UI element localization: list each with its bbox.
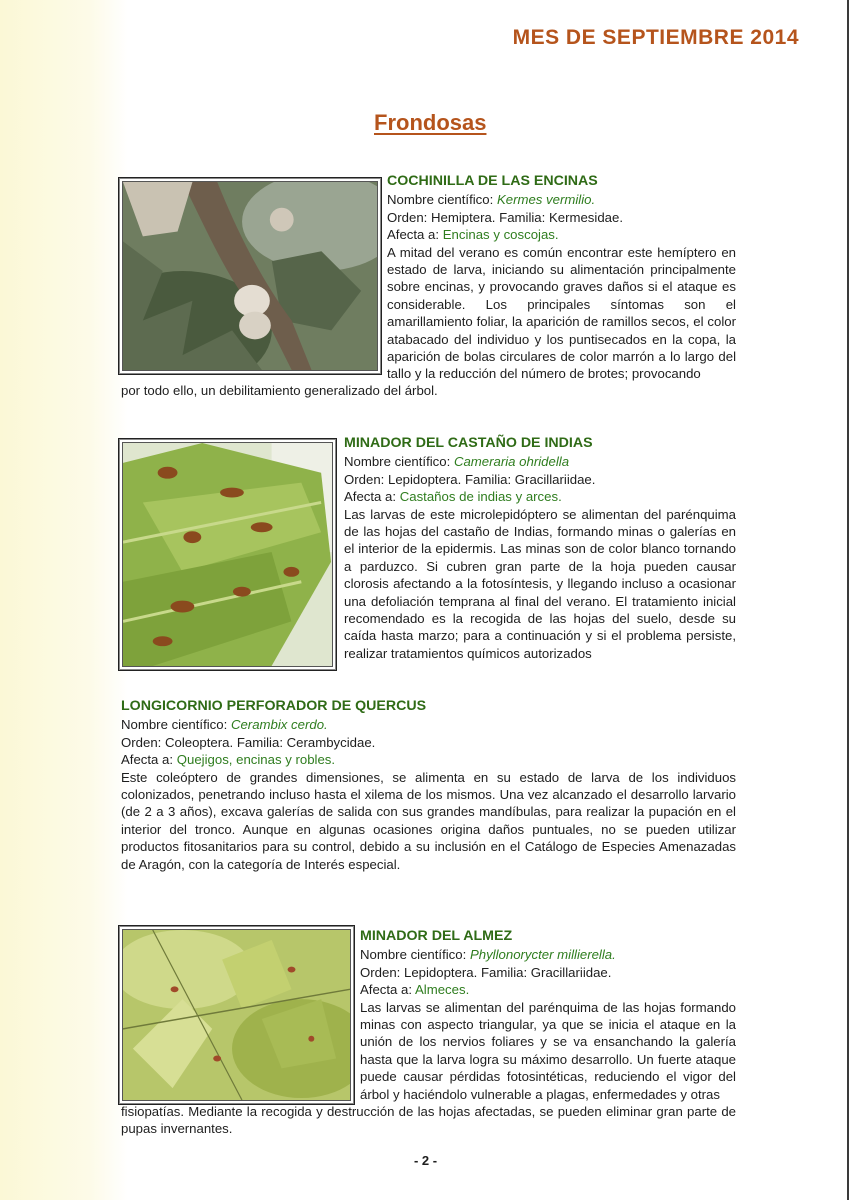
scientific-label: Nombre científico: <box>360 947 467 963</box>
scientific-name-line <box>360 946 736 963</box>
article-title: MINADOR DEL CASTAÑO DE INDIAS <box>344 435 593 451</box>
article-title: COCHINILLA DE LAS ENCINAS <box>387 173 598 189</box>
affects-value: Quejigos, encinas y robles. <box>176 752 336 768</box>
article-castano <box>344 435 736 662</box>
scientific-name: Cerambix cerdo. <box>230 717 328 733</box>
scientific-label: Nombre científico: <box>121 717 228 733</box>
scientific-label: Nombre científico: <box>387 192 494 208</box>
order-line: Orden: Coleoptera. Familia: Cerambycidae. <box>121 734 376 750</box>
header-title: MES DE SEPTIEMBRE 2014 <box>512 26 799 49</box>
scientific-name: Phyllonorycter millierella. <box>469 947 616 963</box>
article-body: A mitad del verano es común encontrar este hemíptero en estado de larva, iniciando su alimentación principalmente sobre encinas, y provocando graves daños si el ataque es considerable. Los principales síntomas son el amarillamiento foliar, la aparición de ramillos secos, el color atabacado del individuo y los puntisecados en la copa, la aparición de bolas circulares de color marrón a lo largo del tallo y la reducción del número de brotes; provocando <box>387 244 736 382</box>
article-almez <box>360 928 736 1103</box>
order-line: Orden: Lepidoptera. Familia: Gracillariidae. <box>360 964 612 980</box>
scientific-label: Nombre científico: <box>344 454 451 470</box>
affects-line <box>344 488 736 505</box>
scientific-name-line <box>344 453 736 470</box>
article-title: LONGICORNIO PERFORADOR DE QUERCUS <box>121 698 427 714</box>
affects-value: Castaños de indias y arces. <box>399 489 562 505</box>
scientific-name-line <box>121 716 736 733</box>
photo-castano <box>118 438 337 671</box>
affects-line <box>360 981 736 998</box>
affects-value: Almeces. <box>415 982 470 998</box>
article-title: MINADOR DEL ALMEZ <box>360 928 513 944</box>
photo-cochinilla <box>118 177 382 375</box>
affects-label: Afecta a: <box>344 489 397 505</box>
page-number: - 2 - <box>413 1153 438 1168</box>
affects-label: Afecta a: <box>387 227 440 243</box>
affects-line <box>387 226 736 243</box>
affects-value: Encinas y coscojas. <box>442 227 559 243</box>
article-body: Este coleóptero de grandes dimensiones, se alimenta en su estado de larva de los individuos colonizados, penetrando incluso hasta el xilema de los mismos. Una vez alcanzado el desarrollo larvario (de 2 a 3 años), excava galerías de salida con sus grandes mandíbulas, para realizar la pupación en el interior del tronco. Aunque en algunas ocasiones origina daños puntuales, no se pueden utilizar productos fitosanitarios para su control, debido a su inclusión en el Catálogo de Especies Amenazadas de Aragón, con la categoría de Interés especial. <box>121 769 736 872</box>
article-cochinilla <box>387 173 736 383</box>
affects-label: Afecta a: <box>121 752 174 768</box>
article-body: Las larvas de este microlepidóptero se alimentan del parénquima de las hojas del castaño de Indias, formando minas o galerías en el interior de la epidermis. Las minas son de color blanco tornando a parduzco. Si cubren gran parte de la hoja pueden causar clorosis afectando a la fotosíntesis, y llegando incluso a ocasionar una defoliación temprana al final del verano. El tratamiento inicial recomendado es la recogida de las hojas del suelo, desde su caída hasta marzo; para a continuación y si el problema persiste, realizar tratamientos químicos autorizados <box>344 506 736 661</box>
article-body-continued: fisiopatías. Mediante la recogida y destrucción de las hojas afectadas, se pueden eliminar gran parte de pupas invernantes. <box>121 1104 736 1137</box>
scientific-name-line <box>387 191 736 208</box>
article-longicornio <box>121 698 736 873</box>
right-border-line <box>847 0 849 1200</box>
article-body: Las larvas se alimentan del parénquima de las hojas formando minas con aspecto triangular, ya que se inicia el ataque en la unión de los nervios foliares y se va ensanchando la galería hasta que la larva logra su máximo desarrollo. Un fuerte ataque puede causar pérdidas fotosintéticas, reduciendo el vigor del árbol y haciéndolo vulnerable a plagas, enfermedades y otras <box>360 999 736 1102</box>
scientific-name: Cameraria ohridella <box>453 454 570 470</box>
section-title: Frondosas <box>374 110 487 135</box>
photo-almez <box>118 925 355 1105</box>
affects-line <box>121 751 736 768</box>
left-margin-strip <box>0 0 128 1200</box>
order-line: Orden: Hemiptera. Familia: Kermesidae. <box>387 209 623 225</box>
scientific-name: Kermes vermilio. <box>496 192 596 208</box>
article-body-continued: por todo ello, un debilitamiento generalizado del árbol. <box>121 383 438 398</box>
order-line: Orden: Lepidoptera. Familia: Gracillariidae. <box>344 471 596 487</box>
affects-label: Afecta a: <box>360 982 413 998</box>
